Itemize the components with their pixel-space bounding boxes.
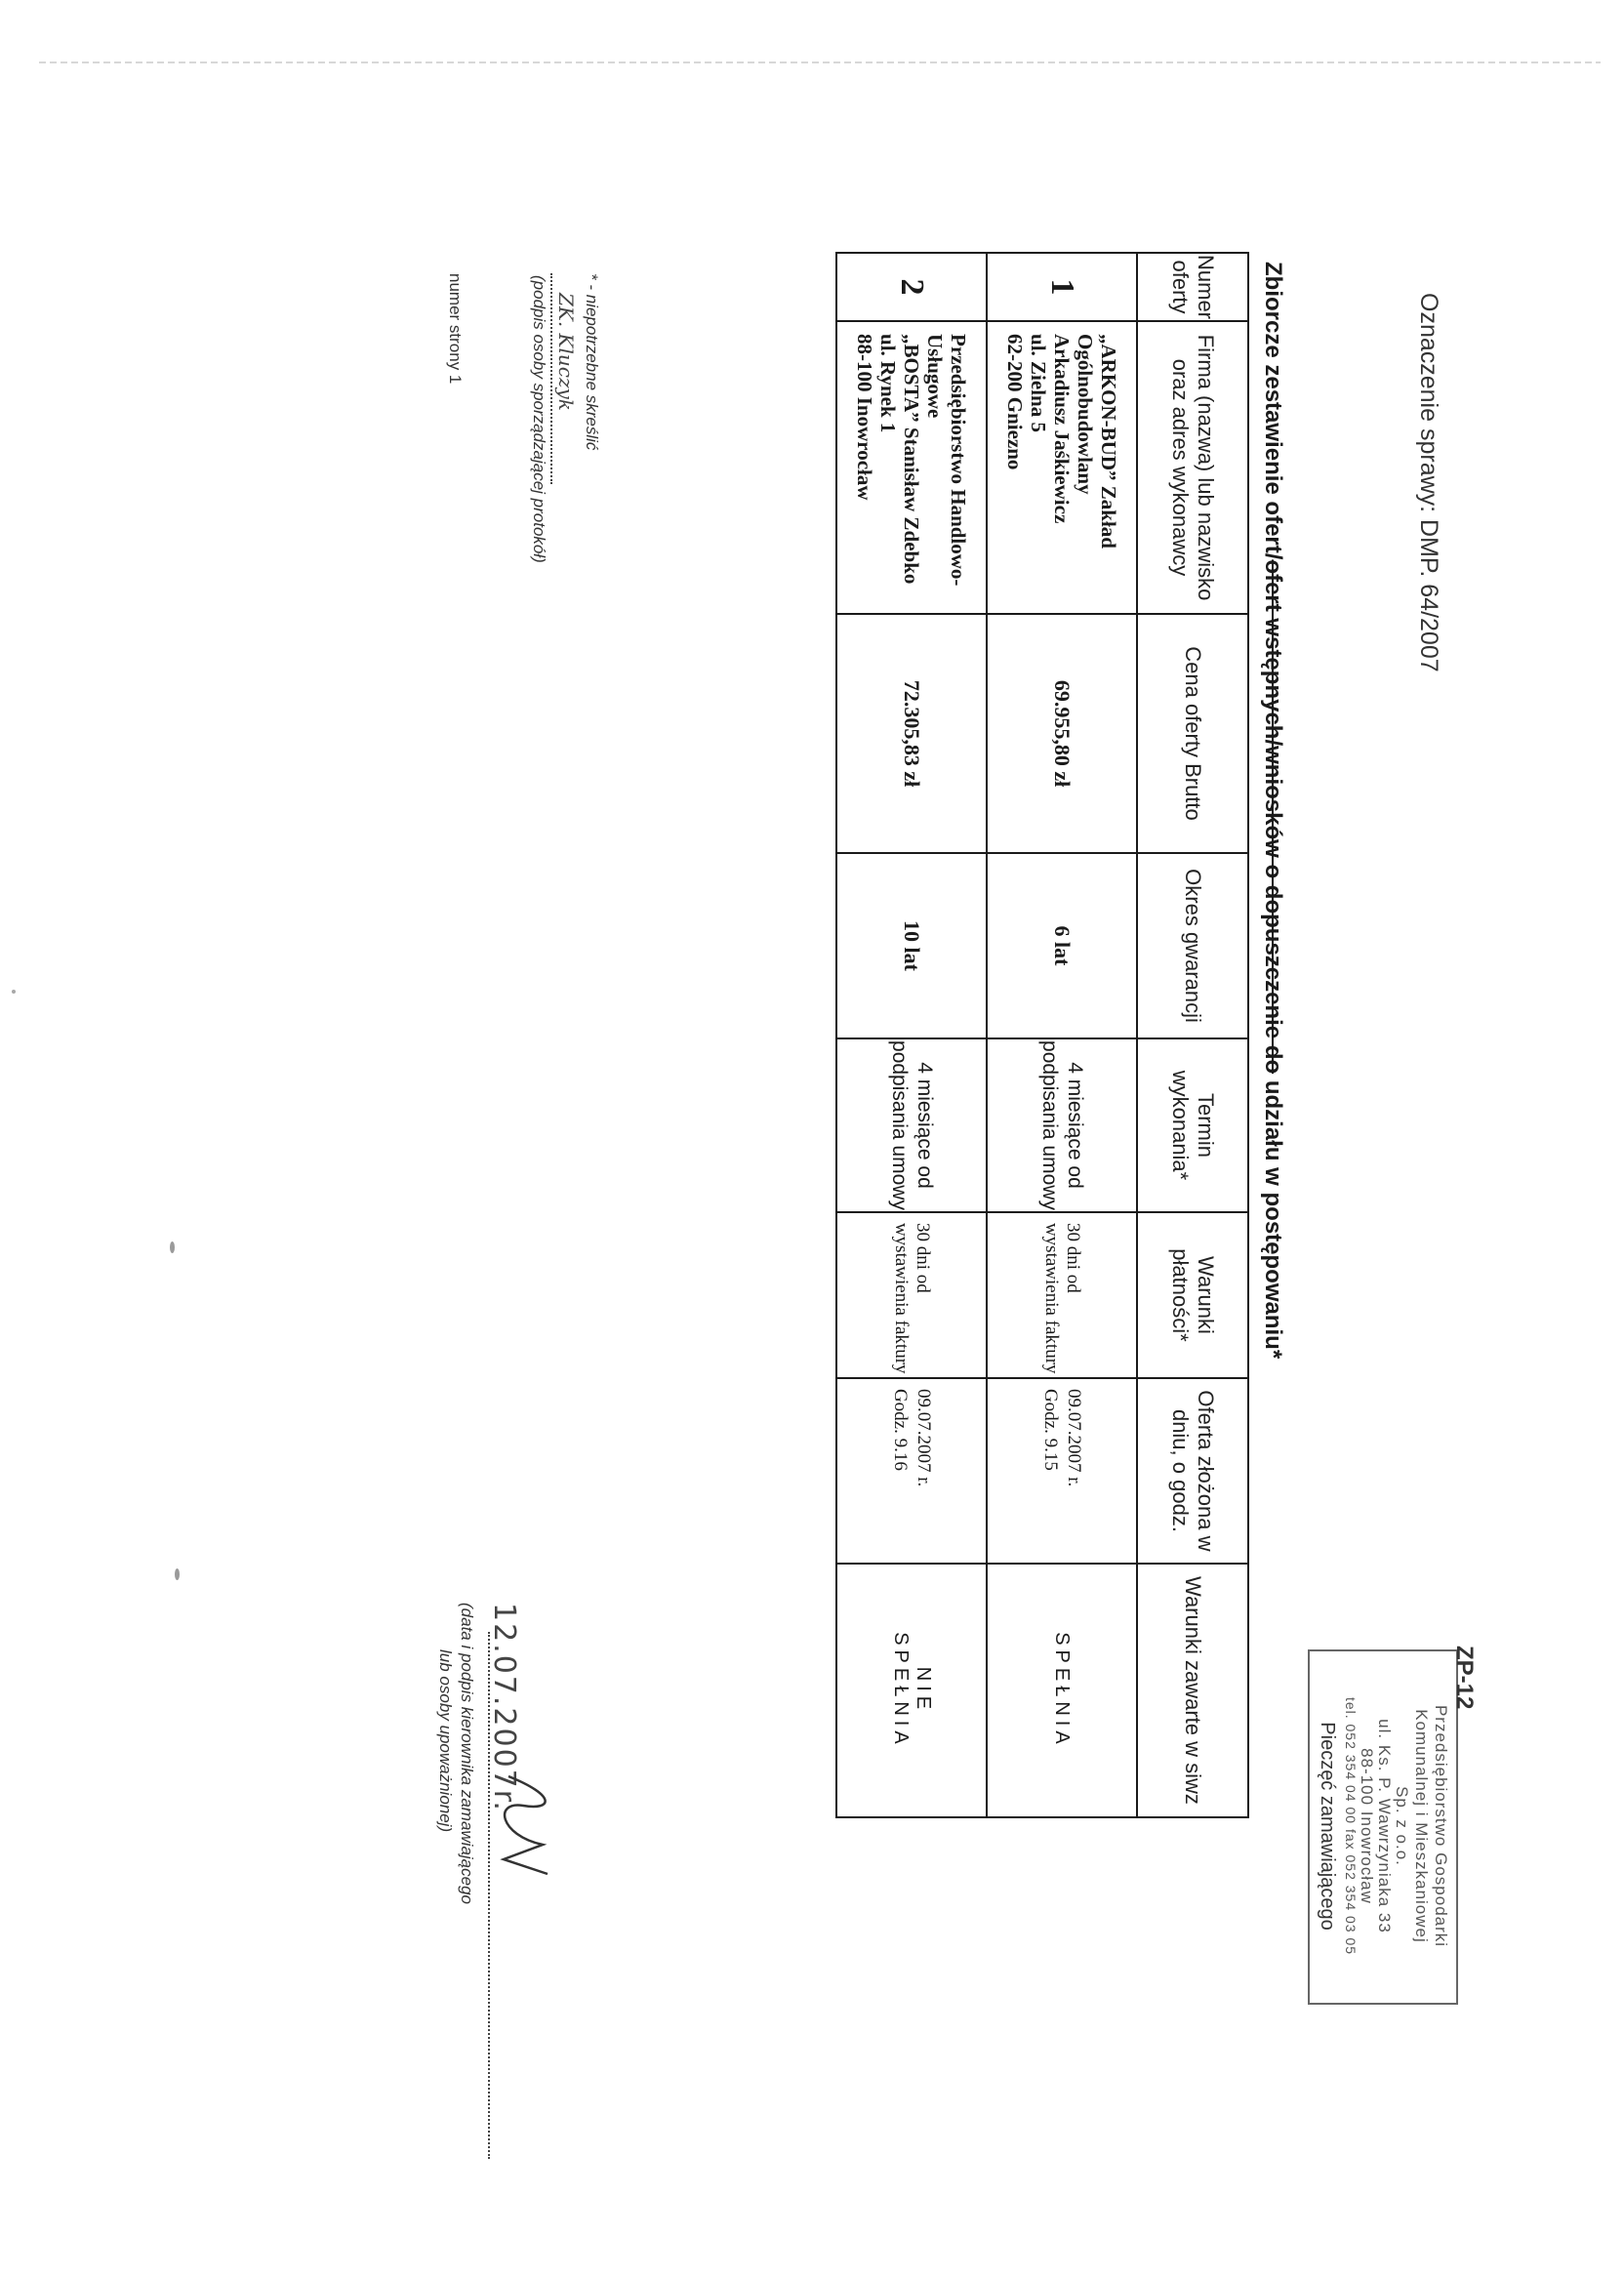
submission-date (836, 1378, 987, 1564)
payment-line: 30 dni od (1063, 1222, 1083, 1293)
stamp-line: tel. 052 354 04 00 fax 052 354 03 05 (1343, 1696, 1359, 1956)
payment-line: wystawienia faktury (1041, 1222, 1062, 1374)
document-heading (1259, 262, 1286, 1359)
conditions-line: SPEŁNIA (890, 1632, 912, 1749)
header-conditions: Warunki zawarte w siwz (1137, 1564, 1248, 1817)
stamp-line: Komunalnej i Mieszkaniowej (1412, 1709, 1431, 1943)
table-row (836, 253, 987, 1817)
stamp-caption: Pieczęć zamawiającego (1317, 1722, 1338, 1931)
header-price: Cena oferty Brutto (1137, 614, 1248, 853)
payment-line: 30 dni od (913, 1222, 933, 1293)
conditions-status (987, 1564, 1137, 1817)
warranty-period: 6 lat (987, 853, 1137, 1038)
firm-line: Arkadiusz Jaśkiewicz (1050, 334, 1074, 524)
offer-number: 2 (836, 253, 987, 321)
preparer-signature: ZK. Kluczyk (554, 293, 578, 411)
execution-term (836, 1038, 987, 1212)
stamp-line: Sp. z o.o. (1393, 1786, 1411, 1866)
firm-line: 88-100 Inowrocław (853, 334, 876, 501)
manager-signature-line (488, 1632, 492, 2159)
term-line: podpisania umowy (1038, 1040, 1061, 1210)
offer-price: 69.955,80 zł (987, 614, 1137, 853)
submission-date (987, 1378, 1137, 1564)
header-submitted: Oferta złożona w dniu, o godz. (1137, 1378, 1248, 1564)
heading-part-1: Zbiorcze zestawienie ofert/ (1260, 262, 1286, 560)
term-line: 4 miesiące od (914, 1062, 936, 1189)
offers-table (835, 252, 1249, 1818)
header-warranty: Okres gwarancji (1137, 853, 1248, 1038)
firm-line: „ARKON-BUD” Zakład (1097, 334, 1120, 549)
submitted-line: 09.07.2007 r. (1064, 1388, 1084, 1487)
payment-terms (987, 1212, 1137, 1378)
firm-line: Ogólnobudowlany (1074, 334, 1097, 495)
header-number: Numer oferty (1137, 253, 1248, 321)
warranty-period: 10 lat (836, 853, 987, 1038)
term-line: podpisania umowy (888, 1040, 911, 1210)
manager-signature (494, 1767, 562, 1884)
firm-cell (836, 321, 987, 614)
heading-part-2: udziału w postępowaniu* (1260, 1074, 1286, 1360)
stamp-line: ul. Ks. P. Wawrzyniaka 33 (1375, 1719, 1394, 1933)
payment-line: wystawienia faktury (891, 1222, 912, 1374)
company-stamp (1308, 1646, 1478, 2005)
firm-line: ul. Zielna 5 (1027, 334, 1050, 432)
scan-speck (175, 1568, 180, 1580)
firm-line: Przedsiębiorstwo Handlowo- (947, 334, 970, 587)
firm-line: Usługowe (923, 334, 947, 419)
scan-speck (170, 1241, 175, 1253)
case-reference: Oznaczenie sprawy: DMP. 64/2007 (1415, 293, 1442, 672)
preparer-caption: (podpis osoby sporządzającej protokół) (530, 275, 548, 563)
firm-line: 62-200 Gniezno (1003, 334, 1027, 470)
page-number: numer strony 1 (446, 273, 465, 385)
header-term: Termin wykonania* (1137, 1038, 1248, 1212)
execution-term (987, 1038, 1137, 1212)
manager-caption-line-2: lub osoby upoważnionej) (436, 1649, 455, 1833)
heading-struck-text: ofert wstępnych/wniosków o dopuszczenie do (1260, 559, 1286, 1075)
table-header-row (1137, 253, 1248, 1817)
conditions-status (836, 1564, 987, 1817)
footnote: * - niepotrzebne skreślić (583, 273, 601, 451)
firm-line: „BOSTA” Stanisław Zdebko (900, 334, 923, 585)
form-code: ZP-12 (1451, 1646, 1478, 1710)
payment-terms (836, 1212, 987, 1378)
table-row (987, 253, 1137, 1817)
firm-cell (987, 321, 1137, 614)
submitted-line: 09.07.2007 r. (914, 1388, 934, 1487)
conditions-line: NIE (913, 1666, 934, 1715)
offer-price: 72.305,83 zł (836, 614, 987, 853)
conditions-line: SPEŁNIA (1051, 1632, 1074, 1749)
stamp-line: Przedsiębiorstwo Gospodarki (1432, 1704, 1450, 1948)
header-payment: Warunki płatności* (1137, 1212, 1248, 1378)
header-firm: Firma (nazwa) lub nazwisko oraz adres wykonawcy (1137, 321, 1248, 614)
stamp-line: 88-100 Inowrocław (1358, 1748, 1376, 1904)
manager-caption: (data i podpis kierownika zamawiającego (458, 1603, 476, 1904)
handwritten-date: 12.07.2007r. (487, 1603, 521, 1812)
submitted-line: Godz. 9.15 (1040, 1388, 1061, 1471)
submitted-line: Godz. 9.16 (890, 1388, 911, 1471)
term-line: 4 miesiące od (1064, 1062, 1086, 1189)
firm-line: ul. Rynek 1 (876, 334, 900, 433)
offer-number: 1 (987, 253, 1137, 321)
